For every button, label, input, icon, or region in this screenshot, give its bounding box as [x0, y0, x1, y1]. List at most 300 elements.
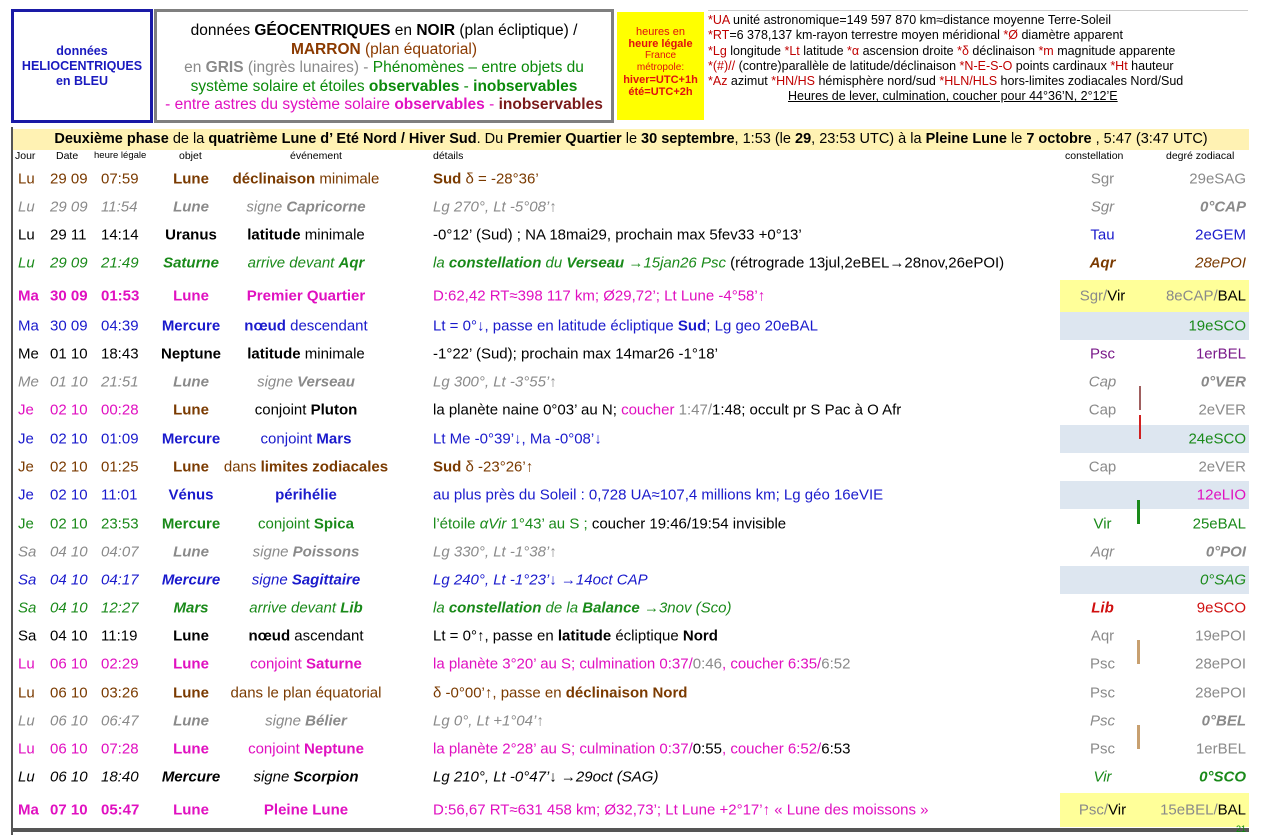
evt-part: minimale: [300, 345, 365, 363]
det-part: Sud: [433, 170, 462, 188]
legend-text: (contre)parallèle de latitude/déclinaison: [735, 58, 960, 73]
cell-objet: Saturne: [163, 254, 219, 272]
phase-banner: [13, 129, 1249, 150]
legend-text: azimut: [727, 74, 772, 89]
visibility-marker: [1139, 386, 1141, 410]
cell-date: 04 10: [50, 599, 88, 617]
geo-text: NOIR: [416, 22, 456, 39]
evt-part: signe: [253, 768, 294, 786]
cell-objet: Vénus: [168, 486, 214, 504]
legend-text: unité astronomique=149 597 870 km≈distance moyenne Terre-Soleil: [729, 13, 1112, 27]
cell-evenement: [213, 227, 399, 244]
det-part: ; Lg geo 20eBAL: [706, 317, 819, 335]
cell-jour: Sa: [18, 599, 37, 617]
cell-constellation: Vir: [1093, 768, 1112, 786]
det-part: la: [433, 254, 449, 272]
const-part: Vir: [1107, 287, 1126, 305]
geo-text: -: [484, 96, 499, 113]
cell-evenement: [213, 656, 399, 673]
cell-details: au plus près du Soleil : 0,728 UA≈107,4 millions km; Lg géo 16eVIE: [433, 486, 884, 504]
col-date: Date: [56, 150, 79, 162]
legend-key: *Az: [708, 74, 728, 89]
cell-objet: Lune: [173, 712, 209, 730]
cell-date: 06 10: [50, 712, 88, 730]
det-part: , coucher 6:52/: [722, 740, 822, 758]
cell-degre: 0°VER: [1200, 373, 1246, 391]
geo-text: système solaire et étoiles: [190, 77, 369, 95]
geo-text: MARRON: [290, 40, 361, 58]
deg-part: BAL: [1217, 801, 1246, 819]
geo-text: (plan écliptique) /: [455, 22, 578, 39]
det-part: 6:52: [821, 655, 851, 673]
cell-degre: 28ePOI: [1195, 655, 1246, 673]
cell-evenement: [213, 600, 399, 617]
cell-degre: 1erBEL: [1195, 740, 1246, 758]
det-part: coucher 19:46/19:54: [591, 515, 729, 533]
heures-line-1: heures en: [636, 26, 685, 38]
cell-evenement: [213, 255, 399, 272]
cell-jour: Lu: [18, 684, 35, 702]
table-row: [13, 165, 1249, 193]
const-part: Vir: [1108, 801, 1127, 819]
cell-details: [433, 656, 850, 673]
cell-jour: Me: [18, 373, 39, 391]
visibility-marker: [1137, 725, 1140, 749]
table-row: [13, 340, 1249, 368]
det-part: →15jan26 Psc: [624, 254, 726, 272]
cell-heure: 01:53: [101, 287, 140, 305]
table-row: [13, 538, 1249, 566]
evt-part: ascendant: [290, 627, 364, 645]
legend-key: *α: [847, 43, 860, 58]
cell-heure: 07:28: [101, 740, 139, 758]
cell-objet: Mercure: [161, 515, 221, 533]
cell-objet: Lune: [173, 198, 209, 216]
helio-constellation-bg: [1060, 425, 1145, 453]
evt-part: Bélier: [305, 712, 347, 730]
cell-evenement: Pleine Lune: [263, 801, 349, 819]
cell-objet: Neptune: [161, 345, 221, 363]
table-row: [13, 735, 1249, 763]
phase-text: 7 octobre: [1026, 131, 1092, 147]
heures-line-4: métropole:: [636, 62, 685, 73]
geo-line-1: [157, 22, 611, 41]
cell-date: 06 10: [50, 655, 88, 673]
legend-location-note: Heures de lever, culmination, coucher pour 44°36’N, 2°12’E: [788, 89, 1118, 104]
phase-text: 29: [795, 131, 812, 147]
cell-degre: 0°SAG: [1199, 571, 1246, 589]
phase-text: quatrième Lune d’ Eté Nord / Hiver Sud: [208, 131, 477, 147]
cell-degre: [1145, 802, 1246, 819]
table-row: [13, 679, 1249, 707]
cell-details: [433, 741, 850, 758]
det-part: latitude: [557, 627, 612, 645]
det-part: constellation: [448, 254, 542, 272]
cell-constellation: Lib: [1091, 599, 1114, 617]
evt-part: signe: [252, 543, 293, 561]
table-row: [13, 650, 1249, 678]
helio-line-1: données: [56, 43, 108, 58]
cell-jour: Je: [18, 515, 34, 533]
det-part: la planète 3°20’ au S; culmination 0:37/: [433, 655, 693, 673]
legend-text: latitude: [799, 43, 848, 58]
legend-text: ascension droite: [859, 43, 958, 58]
det-part: (rétrograde 13jul,2eBEL→28nov,26ePOI): [725, 254, 1005, 272]
legend-line: [708, 28, 1248, 43]
phase-text: Premier Quartier: [507, 131, 622, 147]
cell-date: 04 10: [50, 543, 88, 561]
cell-details: Lg 330°, Lt -1°38’↑: [433, 543, 557, 561]
cell-heure: 11:01: [101, 486, 138, 504]
cell-date: 01 10: [50, 345, 88, 363]
det-part: 6:53: [821, 740, 851, 758]
cell-constellation: Psc: [1089, 712, 1115, 730]
cell-heure: 03:26: [101, 684, 139, 702]
cell-date: 29 09: [50, 198, 88, 216]
cell-evenement: périhélie: [275, 486, 337, 504]
evt-part: nœud: [248, 627, 291, 645]
cell-degre: 19ePOI: [1195, 627, 1246, 645]
legend-key: *RT: [708, 28, 730, 43]
table-row: [13, 221, 1249, 249]
cell-constellation: Aqr: [1089, 254, 1116, 272]
legend-key: *Ht: [1110, 58, 1128, 73]
cell-constellation: Aqr: [1090, 627, 1115, 645]
geo-text: GÉOCENTRIQUES: [254, 22, 391, 39]
legend-key: *(#)//: [708, 58, 736, 73]
cell-jour: Sa: [18, 627, 37, 645]
det-part: 0:46: [692, 655, 722, 673]
cell-degre: 25eBAL: [1192, 515, 1246, 533]
cell-jour: Sa: [18, 543, 37, 561]
cell-details: [433, 255, 1004, 272]
table-row: [13, 453, 1249, 481]
cell-constellation: Aqr: [1090, 543, 1115, 561]
cell-evenement: [213, 769, 399, 786]
heures-line-3: France: [644, 50, 677, 61]
det-part: l’étoile: [433, 515, 480, 533]
legend-key: *HLN/HLS: [939, 74, 998, 89]
cell-degre: 28ePOI: [1195, 684, 1246, 702]
det-part: Verseau: [566, 254, 625, 272]
evt-part: dans: [223, 458, 261, 476]
cell-evenement: [213, 171, 399, 188]
det-part: Lt = 0°↓, passe en latitude écliptique: [433, 317, 678, 335]
table-row: [13, 510, 1249, 538]
legend-key: *δ: [957, 43, 969, 58]
helio-line-3: en BLEU: [55, 73, 109, 88]
det-part: déclinaison Nord: [565, 684, 688, 702]
geo-text: (plan équatorial): [360, 40, 478, 58]
cell-details: Lg 240°, Lt -1°23’↓ →14oct CAP: [433, 571, 648, 589]
cell-heure: 23:53: [101, 515, 139, 533]
evt-part: conjoint: [258, 515, 314, 533]
legend-line: [708, 44, 1248, 59]
evt-part: Saturne: [306, 655, 362, 673]
phase-text: Deuxième phase: [54, 131, 169, 147]
legend-key: *Lg: [708, 43, 727, 58]
cell-constellation: [1060, 802, 1145, 819]
evt-part: conjoint: [248, 740, 304, 758]
cell-date: 29 11: [50, 226, 87, 244]
cell-degre: 2eVER: [1198, 401, 1246, 419]
abbreviation-legend: [708, 13, 1248, 105]
cell-details: -0°12’ (Sud) ; NA 18mai29, prochain max 5fev33 +0°13’: [433, 226, 802, 244]
geo-line-3: [157, 59, 611, 78]
geo-text: observables: [368, 77, 460, 95]
cell-constellation: Psc: [1089, 740, 1115, 758]
phase-text: 30 septembre: [641, 131, 735, 147]
cell-evenement: [213, 628, 399, 645]
cell-evenement: [213, 318, 399, 335]
col-evenement: événement: [290, 150, 342, 162]
table-bottom-rule: [11, 828, 1249, 832]
legend-line: [708, 13, 1248, 28]
cell-date: 02 10: [50, 458, 88, 476]
det-part: constellation: [448, 599, 542, 617]
det-part: δ -23°26’↑: [461, 458, 534, 476]
cell-constellation: Tau: [1090, 226, 1115, 244]
deg-part: BAL: [1217, 287, 1246, 305]
cell-details: [433, 685, 687, 702]
cell-degre: 0°SCO: [1199, 768, 1246, 786]
cell-heure: 18:40: [101, 768, 139, 786]
cell-objet: Lune: [173, 655, 209, 673]
legend-text: magnitude apparente: [1053, 43, 1176, 58]
cell-degre: 1erBEL: [1195, 345, 1246, 363]
cell-constellation: Cap: [1088, 458, 1117, 476]
det-part: 1:47/: [674, 401, 712, 419]
cell-jour: Ma: [18, 287, 39, 305]
det-part: , coucher 6:35/: [722, 655, 822, 673]
legend-text: longitude: [726, 43, 785, 58]
det-part: la planète 2°28’ au S; culmination 0:37/: [433, 740, 693, 758]
det-part: Nord: [682, 627, 718, 645]
cell-evenement: [213, 516, 399, 533]
cell-heure: 05:47: [101, 801, 140, 819]
geo-line-5: [157, 96, 611, 115]
geo-text: - entre astres du système solaire: [165, 96, 395, 113]
table-row: [13, 566, 1249, 594]
deg-part: 15eBEL/: [1160, 801, 1218, 819]
evt-part: Aqr: [338, 254, 365, 272]
cell-heure: 04:39: [101, 317, 139, 335]
legend-text: hors-limites zodiacales Nord/Sud: [997, 74, 1184, 89]
evt-part: Capricorne: [286, 198, 366, 216]
cell-details: [433, 318, 818, 335]
phase-text: Pleine Lune: [925, 131, 1007, 147]
cell-constellation: Cap: [1088, 373, 1117, 391]
geo-line-2: [157, 41, 611, 60]
legend-key: *m: [1038, 43, 1054, 58]
cell-date: 02 10: [50, 515, 88, 533]
const-part: Sgr/: [1079, 287, 1108, 305]
cell-objet: Lune: [173, 543, 209, 561]
cell-evenement: [213, 346, 399, 363]
helio-constellation-bg: [1060, 566, 1145, 594]
cell-objet: Mercure: [161, 571, 221, 589]
cell-degre: 2eGEM: [1195, 226, 1246, 244]
table-row: [13, 193, 1249, 221]
legend-top-rule: [708, 10, 1248, 11]
cell-objet: Uranus: [165, 226, 217, 244]
legend-key: *Lt: [784, 43, 800, 58]
helio-constellation-bg: [1060, 481, 1145, 509]
cell-jour: Je: [18, 486, 34, 504]
legend-text: points cardinaux: [1012, 58, 1111, 73]
evt-part: conjoint: [260, 430, 317, 448]
cell-date: 29 09: [50, 170, 88, 188]
cell-details: -1°22’ (Sud); prochain max 14mar26 -1°18’: [433, 345, 718, 363]
cell-details: [433, 402, 901, 419]
cell-date: 02 10: [50, 430, 88, 448]
det-part: αVir: [479, 515, 507, 533]
geo-text: inobservables: [473, 77, 578, 95]
cell-heure: 12:27: [101, 599, 139, 617]
det-part: de la: [541, 599, 583, 617]
evt-part: latitude: [247, 345, 301, 363]
cell-heure: 21:49: [101, 254, 139, 272]
table-row: [13, 481, 1249, 509]
det-part: 0:55: [692, 740, 722, 758]
phase-text: , 23:53 UTC) à la: [811, 131, 926, 147]
det-part: ; occult pr S Pac à O Afr: [741, 401, 902, 419]
det-part: →3nov (Sco): [639, 599, 732, 617]
page-number: 21: [1236, 824, 1247, 834]
legend-line: [708, 74, 1248, 89]
evt-part: Neptune: [303, 740, 364, 758]
cell-date: 02 10: [50, 401, 88, 419]
heures-line-2: heure légale: [628, 38, 693, 50]
cell-jour: Me: [18, 345, 39, 363]
table-row: [13, 312, 1249, 340]
cell-degre: [1145, 288, 1246, 305]
evt-part: signe: [265, 712, 306, 730]
col-heure: heure légale: [94, 150, 147, 161]
cell-constellation: Psc: [1089, 345, 1115, 363]
cell-constellation: Sgr: [1090, 170, 1115, 188]
cell-evenement: [213, 572, 399, 589]
evt-part: conjoint: [254, 401, 311, 419]
geo-text: observables: [394, 96, 485, 113]
evt-part: minimale: [315, 170, 380, 188]
cell-jour: Sa: [18, 571, 37, 589]
cell-jour: Je: [18, 430, 34, 448]
evt-part: arrive devant: [247, 254, 339, 272]
cell-jour: Je: [18, 458, 34, 476]
heures-line-5: hiver=UTC+1h: [623, 74, 698, 86]
cell-degre: 0°POI: [1205, 543, 1246, 561]
table-row: [13, 368, 1249, 396]
cell-degre: 9eSCO: [1196, 599, 1246, 617]
cell-objet: Lune: [173, 287, 209, 305]
evt-part: arrive devant: [249, 599, 341, 617]
deg-part: 8eCAP/: [1165, 287, 1218, 305]
geo-text: inobservables: [498, 96, 603, 113]
det-part: 1°43’ au S ;: [506, 515, 592, 533]
cell-objet: Lune: [173, 458, 209, 476]
phase-text: le: [621, 131, 642, 147]
evt-part: signe: [257, 373, 298, 391]
table-row: [13, 707, 1249, 735]
cell-jour: Lu: [18, 712, 35, 730]
cell-evenement: [213, 402, 399, 419]
legend-text: diamètre apparent: [1018, 28, 1123, 43]
det-part: δ -0°00’↑, passe en: [433, 684, 566, 702]
cell-objet: Mercure: [161, 768, 221, 786]
table-row: [13, 763, 1249, 791]
cell-heure: 14:14: [101, 226, 139, 244]
phase-text: . Du: [476, 131, 508, 147]
cell-details: D:56,67 RT≈631 458 km; Ø32,73’; Lt Lune +2°17’↑ « Lune des moissons »: [433, 801, 929, 819]
cell-heure: 11:54: [101, 198, 138, 216]
cell-heure: 07:59: [101, 170, 139, 188]
cell-degre: 19eSCO: [1188, 317, 1246, 335]
cell-heure: 04:07: [101, 543, 139, 561]
cell-details: Lt Me -0°39’↓, Ma -0°08’↓: [433, 430, 602, 448]
det-part: la: [433, 599, 449, 617]
det-part: du: [541, 254, 567, 272]
cell-constellation: Sgr: [1090, 198, 1115, 216]
evt-part: nœud: [244, 317, 286, 335]
cell-objet: Lune: [173, 801, 209, 819]
geo-text: Phénomènes – entre objets du: [372, 59, 584, 76]
evt-part: minimale: [300, 226, 365, 244]
det-part: Sud: [433, 458, 462, 476]
cell-constellation: Psc: [1089, 684, 1115, 702]
evt-part: déclinaison: [232, 170, 316, 188]
cell-objet: Mercure: [161, 430, 221, 448]
visibility-marker: [1139, 415, 1141, 439]
cell-date: 30 09: [50, 287, 88, 305]
helio-constellation-bg: [1060, 312, 1145, 340]
table-row: [13, 622, 1249, 650]
legend-key: *HN/HS: [771, 74, 815, 89]
table-row: [13, 793, 1249, 827]
phase-text: , 5:47 (3:47 UTC): [1091, 131, 1208, 147]
heliocentric-legend-box: [11, 9, 153, 123]
cell-constellation: Cap: [1088, 401, 1117, 419]
cell-objet: Lune: [173, 627, 209, 645]
evt-part: Scorpion: [293, 768, 359, 786]
cell-jour: Lu: [18, 655, 35, 673]
cell-constellation: Psc: [1089, 655, 1115, 673]
cell-date: 30 09: [50, 317, 88, 335]
cell-degre: 29eSAG: [1189, 170, 1246, 188]
evt-part: Spica: [313, 515, 354, 533]
cell-jour: Lu: [18, 740, 35, 758]
det-part: Lt = 0°↑, passe en: [433, 627, 558, 645]
heures-line-6: été=UTC+2h: [628, 86, 693, 98]
det-part: coucher: [621, 401, 675, 419]
cell-details: Lg 0°, Lt +1°04’↑: [433, 712, 544, 730]
evt-part: descendant: [285, 317, 368, 335]
cell-date: 06 10: [50, 768, 88, 786]
cell-date: 07 10: [50, 801, 88, 819]
table-row: [13, 396, 1249, 424]
det-part: 1:48: [712, 401, 742, 419]
cell-heure: 02:29: [101, 655, 139, 673]
cell-date: 06 10: [50, 684, 88, 702]
legend-text: =6 378,137 km-rayon terrestre moyen méridional: [729, 28, 1004, 43]
cell-jour: Lu: [18, 254, 35, 272]
cell-heure: 04:17: [101, 571, 139, 589]
cell-details: Lg 300°, Lt -3°55’↑: [433, 373, 557, 391]
cell-objet: Lune: [173, 684, 209, 702]
phase-text: , 1:53 (le: [734, 131, 795, 147]
cell-constellation: [1060, 288, 1145, 305]
cell-constellation: Vir: [1093, 515, 1112, 533]
